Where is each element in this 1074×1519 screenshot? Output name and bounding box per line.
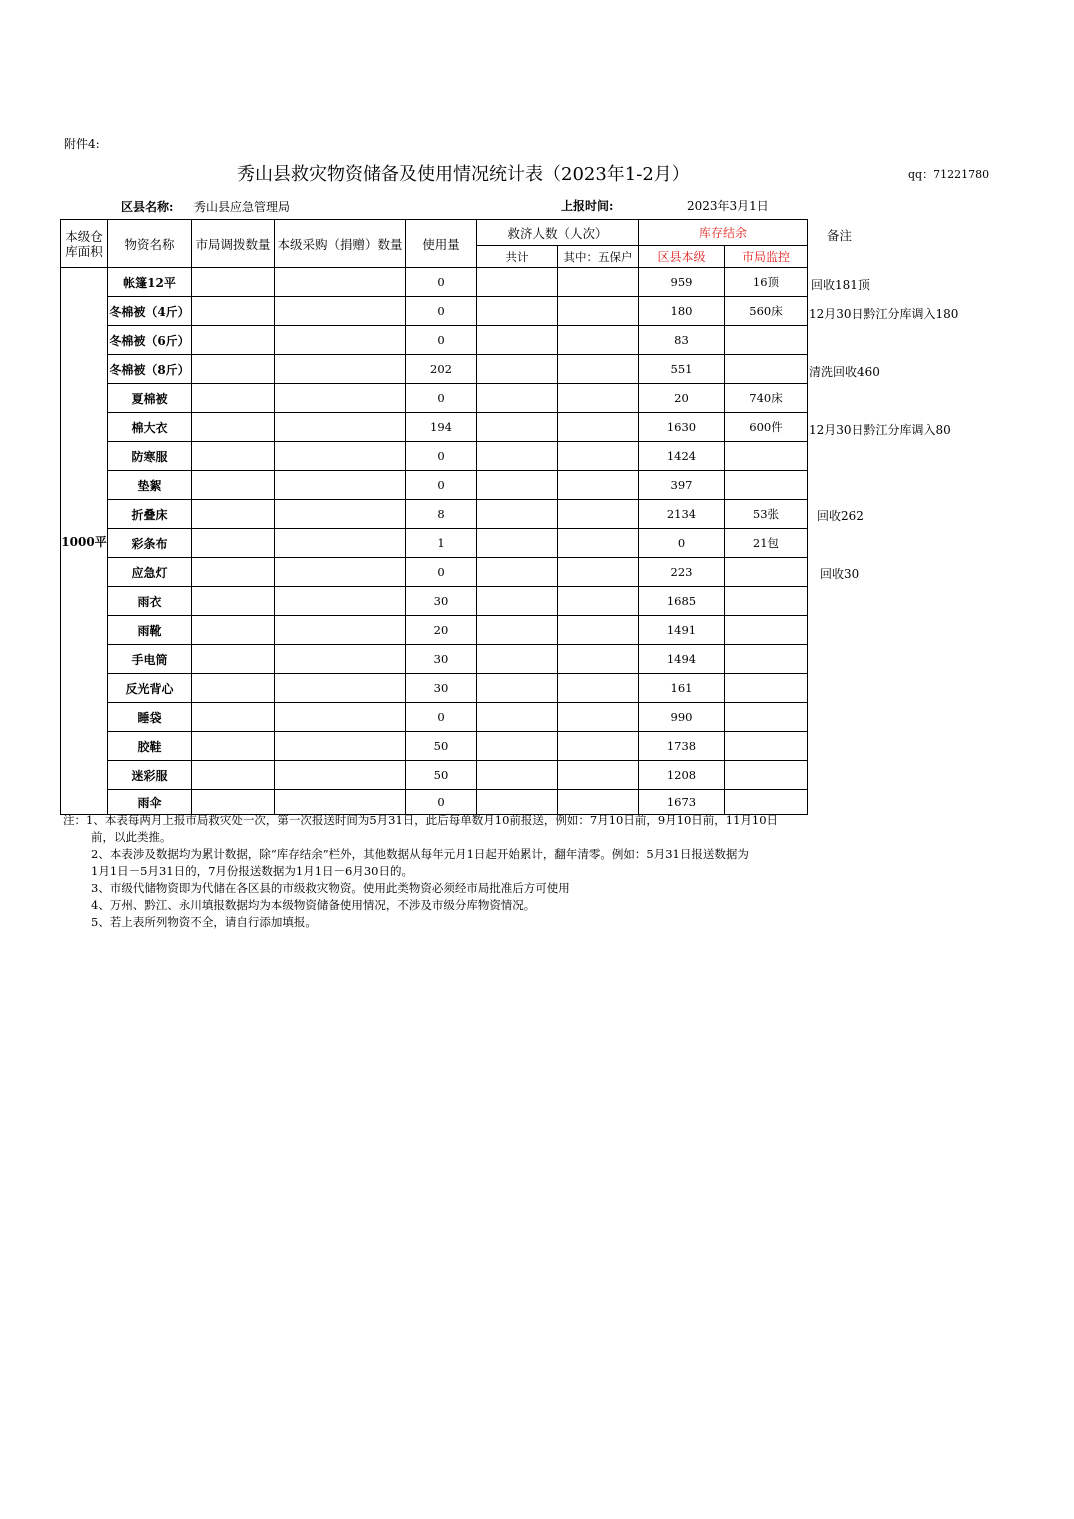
local-purchase-cell xyxy=(275,703,406,732)
usage-cell: 50 xyxy=(406,761,477,790)
local-purchase-cell xyxy=(275,471,406,500)
total-cell xyxy=(477,442,558,471)
note-4: 4、万州、黔江、永川填报数据均为本级物资储备使用情况，不涉及市级分库物资情况。 xyxy=(91,898,536,912)
usage-cell: 0 xyxy=(406,558,477,587)
county-level-cell: 20 xyxy=(639,384,725,413)
city-monitor-cell xyxy=(725,442,808,471)
wubao-cell xyxy=(558,471,639,500)
local-purchase-cell xyxy=(275,674,406,703)
header-total: 共计 xyxy=(477,246,558,268)
city-allocation-cell xyxy=(192,703,275,732)
header-inventory: 库存结余 xyxy=(639,220,808,246)
city-allocation-cell xyxy=(192,297,275,326)
local-purchase-cell xyxy=(275,790,406,815)
city-monitor-cell: 560床 xyxy=(725,297,808,326)
city-monitor-cell xyxy=(725,326,808,355)
city-allocation-cell xyxy=(192,268,275,297)
table-row xyxy=(61,297,808,326)
local-purchase-cell xyxy=(275,384,406,413)
wubao-cell xyxy=(558,355,639,384)
item-name: 反光背心 xyxy=(108,674,192,703)
item-name: 冬棉被（8斤） xyxy=(108,355,192,384)
relief-supplies-table xyxy=(60,219,808,815)
note-1b: 前，以此类推。 xyxy=(91,830,172,844)
total-cell xyxy=(477,500,558,529)
city-allocation-cell xyxy=(192,587,275,616)
county-level-cell: 180 xyxy=(639,297,725,326)
county-level-cell: 1738 xyxy=(639,732,725,761)
row-remark: 回收181顶 xyxy=(811,278,870,292)
footnotes xyxy=(63,812,778,931)
district-label: 区县名称: xyxy=(121,200,174,214)
item-name: 胶鞋 xyxy=(108,732,192,761)
city-monitor-cell xyxy=(725,645,808,674)
county-level-cell: 161 xyxy=(639,674,725,703)
county-level-cell: 223 xyxy=(639,558,725,587)
wubao-cell xyxy=(558,413,639,442)
county-level-cell: 1208 xyxy=(639,761,725,790)
wubao-cell xyxy=(558,384,639,413)
local-purchase-cell xyxy=(275,413,406,442)
total-cell xyxy=(477,674,558,703)
report-time-label: 上报时间: xyxy=(561,199,614,213)
total-cell xyxy=(477,732,558,761)
note-1a: 注：1、本表每两月上报市局救灾处一次，第一次报送时间为5月31日，此后每单数月10前报送，例如：7月10日前，9月10日前，11月10日 xyxy=(63,813,779,827)
item-name: 应急灯 xyxy=(108,558,192,587)
wubao-cell xyxy=(558,732,639,761)
table-row xyxy=(61,355,808,384)
item-name: 棉大衣 xyxy=(108,413,192,442)
city-monitor-cell xyxy=(725,558,808,587)
usage-cell: 202 xyxy=(406,355,477,384)
local-purchase-cell xyxy=(275,616,406,645)
wubao-cell xyxy=(558,442,639,471)
city-allocation-cell xyxy=(192,616,275,645)
usage-cell: 0 xyxy=(406,703,477,732)
item-name: 雨衣 xyxy=(108,587,192,616)
total-cell xyxy=(477,645,558,674)
wubao-cell xyxy=(558,587,639,616)
total-cell xyxy=(477,326,558,355)
usage-cell: 30 xyxy=(406,674,477,703)
usage-cell: 0 xyxy=(406,471,477,500)
city-monitor-cell xyxy=(725,674,808,703)
local-purchase-cell xyxy=(275,297,406,326)
county-level-cell: 1491 xyxy=(639,616,725,645)
report-time-value: 2023年3月1日 xyxy=(687,199,769,213)
usage-cell: 194 xyxy=(406,413,477,442)
local-purchase-cell xyxy=(275,587,406,616)
wubao-cell xyxy=(558,558,639,587)
city-allocation-cell xyxy=(192,529,275,558)
county-level-cell: 2134 xyxy=(639,500,725,529)
total-cell xyxy=(477,529,558,558)
city-monitor-cell xyxy=(725,790,808,815)
wubao-cell xyxy=(558,790,639,815)
header-item-name: 物资名称 xyxy=(108,220,192,268)
total-cell xyxy=(477,355,558,384)
city-monitor-cell xyxy=(725,587,808,616)
header-wubao: 其中：五保户 xyxy=(558,246,639,268)
usage-cell: 0 xyxy=(406,297,477,326)
item-name: 垫絮 xyxy=(108,471,192,500)
row-remark: 回收30 xyxy=(820,567,860,581)
wubao-cell xyxy=(558,500,639,529)
usage-cell: 20 xyxy=(406,616,477,645)
table-row xyxy=(61,790,808,815)
city-allocation-cell xyxy=(192,471,275,500)
city-monitor-cell: 740床 xyxy=(725,384,808,413)
city-allocation-cell xyxy=(192,326,275,355)
table-row xyxy=(61,674,808,703)
header-city-monitor: 市局监控 xyxy=(725,246,808,268)
table-row xyxy=(61,442,808,471)
usage-cell: 0 xyxy=(406,326,477,355)
usage-cell: 50 xyxy=(406,732,477,761)
item-name: 睡袋 xyxy=(108,703,192,732)
total-cell xyxy=(477,790,558,815)
city-allocation-cell xyxy=(192,732,275,761)
table-row xyxy=(61,732,808,761)
county-level-cell: 83 xyxy=(639,326,725,355)
city-monitor-cell xyxy=(725,355,808,384)
city-allocation-cell xyxy=(192,355,275,384)
table-row xyxy=(61,268,808,297)
city-allocation-cell xyxy=(192,413,275,442)
usage-cell: 30 xyxy=(406,587,477,616)
total-cell xyxy=(477,703,558,732)
header-county-level: 区县本级 xyxy=(639,246,725,268)
wubao-cell xyxy=(558,674,639,703)
note-2a: 2、本表涉及数据均为累计数据，除“库存结余”栏外，其他数据从每年元月1日起开始累计，翻年清零。例如：5月31日报送数据为 xyxy=(91,847,749,861)
city-monitor-cell: 53张 xyxy=(725,500,808,529)
local-purchase-cell xyxy=(275,732,406,761)
row-remark: 12月30日黔江分库调入80 xyxy=(809,422,951,437)
usage-cell: 0 xyxy=(406,790,477,815)
city-monitor-cell: 600件 xyxy=(725,413,808,442)
total-cell xyxy=(477,268,558,297)
table-row xyxy=(61,761,808,790)
item-name: 冬棉被（6斤） xyxy=(108,326,192,355)
table-row xyxy=(61,529,808,558)
header-city-allocation: 市局调拨数量 xyxy=(192,220,275,268)
city-monitor-cell xyxy=(725,761,808,790)
table-row xyxy=(61,645,808,674)
wubao-cell xyxy=(558,703,639,732)
usage-cell: 8 xyxy=(406,500,477,529)
local-purchase-cell xyxy=(275,558,406,587)
local-purchase-cell xyxy=(275,268,406,297)
city-allocation-cell xyxy=(192,442,275,471)
total-cell xyxy=(477,471,558,500)
header-relief-people: 救济人数（人次） xyxy=(477,220,639,246)
county-level-cell: 1630 xyxy=(639,413,725,442)
city-allocation-cell xyxy=(192,790,275,815)
note-3: 3、市级代储物资即为代储在各区县的市级救灾物资。使用此类物资必须经市局批准后方可使用 xyxy=(91,881,570,895)
header-warehouse-area: 本级仓库面积 xyxy=(61,220,108,268)
total-cell xyxy=(477,587,558,616)
total-cell xyxy=(477,413,558,442)
header-remarks: 备注 xyxy=(827,228,853,243)
total-cell xyxy=(477,616,558,645)
local-purchase-cell xyxy=(275,529,406,558)
city-allocation-cell xyxy=(192,558,275,587)
city-allocation-cell xyxy=(192,761,275,790)
wubao-cell xyxy=(558,326,639,355)
county-level-cell: 1424 xyxy=(639,442,725,471)
county-level-cell: 1685 xyxy=(639,587,725,616)
city-monitor-cell: 16顶 xyxy=(725,268,808,297)
total-cell xyxy=(477,384,558,413)
warehouse-area-value: 1000平 xyxy=(61,268,108,815)
row-remark: 回收262 xyxy=(817,509,864,524)
item-name: 夏棉被 xyxy=(108,384,192,413)
wubao-cell xyxy=(558,529,639,558)
table-row xyxy=(61,471,808,500)
item-name: 冬棉被（4斤） xyxy=(108,297,192,326)
usage-cell: 0 xyxy=(406,442,477,471)
city-allocation-cell xyxy=(192,674,275,703)
local-purchase-cell xyxy=(275,355,406,384)
item-name: 雨靴 xyxy=(108,616,192,645)
note-5: 5、若上表所列物资不全，请自行添加填报。 xyxy=(91,915,317,929)
city-monitor-cell xyxy=(725,471,808,500)
county-level-cell: 397 xyxy=(639,471,725,500)
county-level-cell: 0 xyxy=(639,529,725,558)
note-2b: 1月1日－5月31日的，7月份报送数据为1月1日－6月30日的。 xyxy=(91,864,413,878)
local-purchase-cell xyxy=(275,326,406,355)
header-usage: 使用量 xyxy=(406,220,477,268)
usage-cell: 1 xyxy=(406,529,477,558)
city-monitor-cell xyxy=(725,703,808,732)
local-purchase-cell xyxy=(275,761,406,790)
wubao-cell xyxy=(558,268,639,297)
local-purchase-cell xyxy=(275,645,406,674)
qq-contact: qq：71221780 xyxy=(908,168,990,181)
county-level-cell: 990 xyxy=(639,703,725,732)
item-name: 手电筒 xyxy=(108,645,192,674)
usage-cell: 0 xyxy=(406,268,477,297)
usage-cell: 0 xyxy=(406,384,477,413)
district-value: 秀山县应急管理局 xyxy=(194,200,291,214)
county-level-cell: 1494 xyxy=(639,645,725,674)
local-purchase-cell xyxy=(275,500,406,529)
item-name: 防寒服 xyxy=(108,442,192,471)
total-cell xyxy=(477,297,558,326)
total-cell xyxy=(477,558,558,587)
wubao-cell xyxy=(558,297,639,326)
county-level-cell: 959 xyxy=(639,268,725,297)
wubao-cell xyxy=(558,761,639,790)
city-monitor-cell xyxy=(725,616,808,645)
item-name: 彩条布 xyxy=(108,529,192,558)
attachment-label: 附件4: xyxy=(64,137,100,151)
wubao-cell xyxy=(558,645,639,674)
table-row xyxy=(61,558,808,587)
item-name: 雨伞 xyxy=(108,790,192,815)
header-local-purchase: 本级采购（捐赠）数量 xyxy=(275,220,406,268)
table-row xyxy=(61,500,808,529)
county-level-cell: 1673 xyxy=(639,790,725,815)
table-row xyxy=(61,326,808,355)
usage-cell: 30 xyxy=(406,645,477,674)
wubao-cell xyxy=(558,616,639,645)
city-allocation-cell xyxy=(192,500,275,529)
table-row xyxy=(61,413,808,442)
city-monitor-cell xyxy=(725,732,808,761)
city-monitor-cell: 21包 xyxy=(725,529,808,558)
table-row xyxy=(61,703,808,732)
row-remark: 清洗回收460 xyxy=(809,364,880,379)
item-name: 迷彩服 xyxy=(108,761,192,790)
page-title: 秀山县救灾物资储备及使用情况统计表（2023年1-2月） xyxy=(237,164,690,185)
table-row xyxy=(61,587,808,616)
item-name: 帐篷12平 xyxy=(108,268,192,297)
local-purchase-cell xyxy=(275,442,406,471)
item-name: 折叠床 xyxy=(108,500,192,529)
city-allocation-cell xyxy=(192,645,275,674)
total-cell xyxy=(477,761,558,790)
city-allocation-cell xyxy=(192,384,275,413)
table-row xyxy=(61,384,808,413)
county-level-cell: 551 xyxy=(639,355,725,384)
table-row xyxy=(61,616,808,645)
row-remark: 12月30日黔江分库调入180 xyxy=(809,306,959,321)
